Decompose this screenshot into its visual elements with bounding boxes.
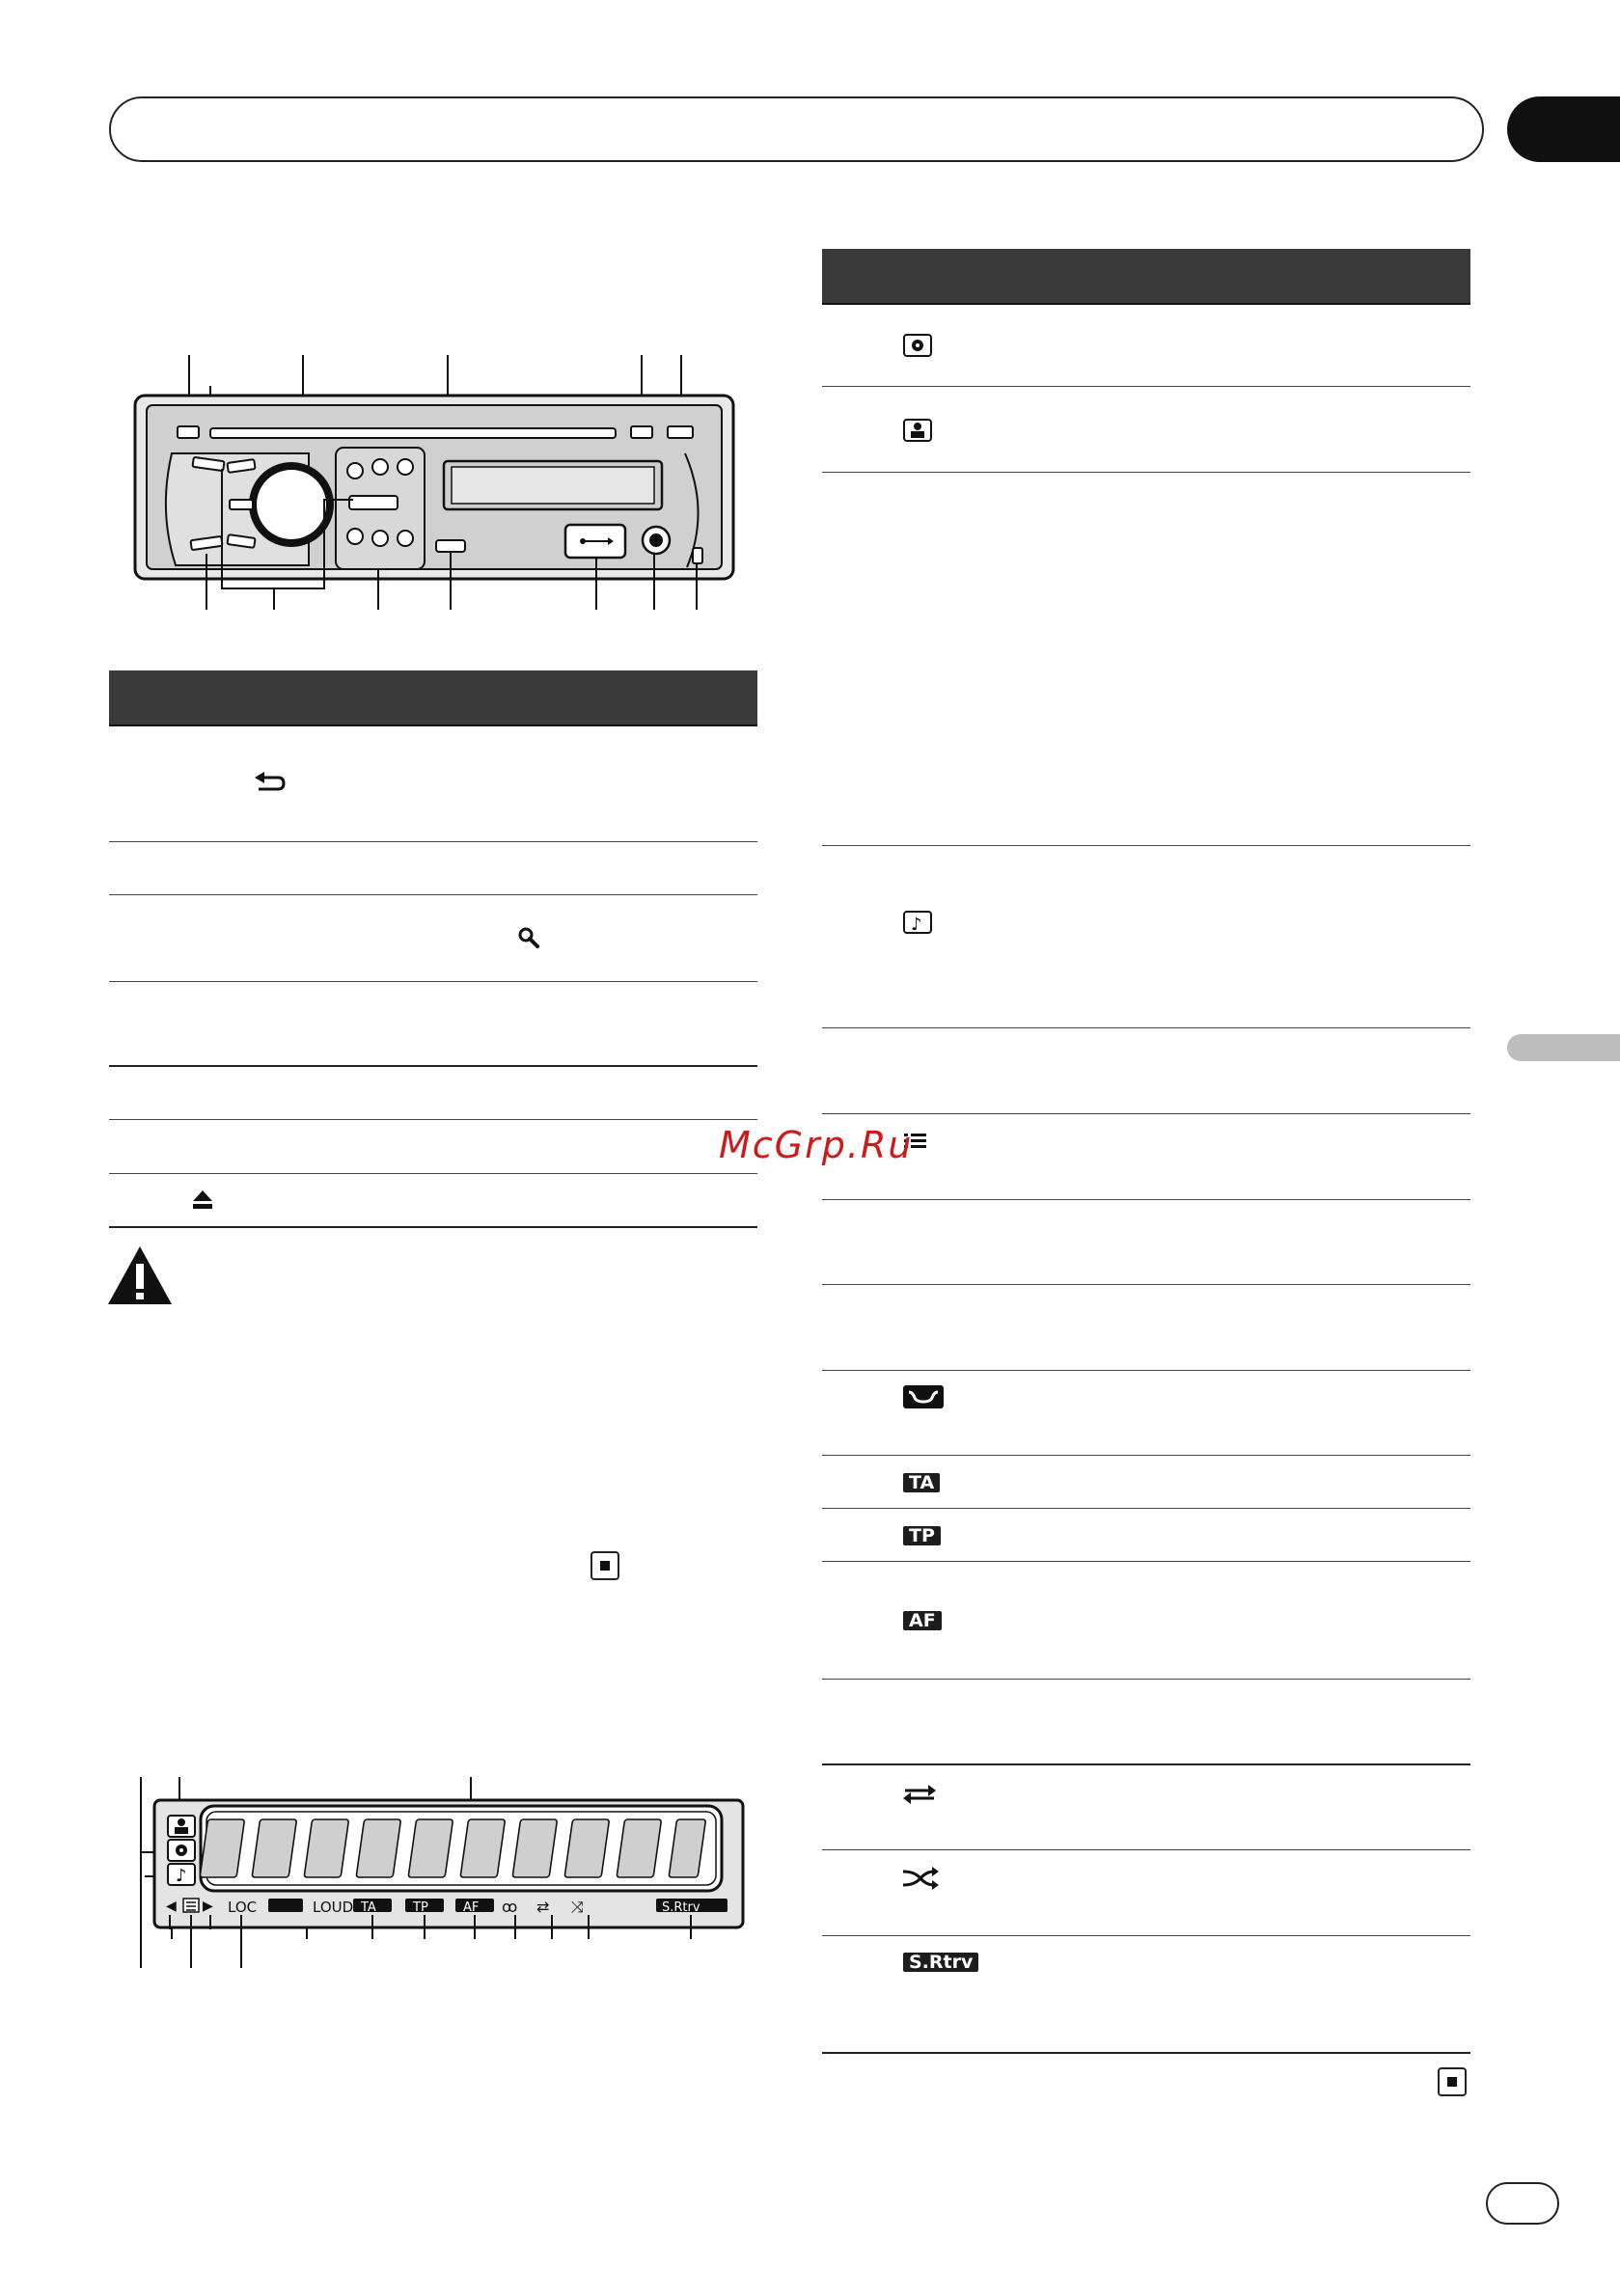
page-number-oval — [1486, 2182, 1559, 2225]
end-of-section-icon — [590, 1551, 619, 1580]
right-table-row-divider — [822, 1849, 1470, 1850]
right-table-row-divider — [822, 1763, 1470, 1765]
disc-icon — [168, 1840, 195, 1861]
header-bar — [109, 96, 1484, 162]
right-table-row-divider — [822, 1113, 1470, 1114]
right-table-row-divider — [822, 386, 1470, 387]
end-of-section-icon — [1438, 2067, 1467, 2096]
sretrv-indicator: S.Rtrv — [662, 1900, 700, 1915]
right-table-bottom-rule — [822, 2052, 1470, 2054]
random-icon: ⤨ — [571, 1898, 584, 1916]
loc-indicator: LOC — [228, 1899, 258, 1916]
sretrv-badge: S.Rtrv — [903, 1953, 978, 1972]
ta-indicator: TA — [361, 1900, 376, 1915]
af-badge: AF — [903, 1611, 942, 1630]
right-table-row-divider — [822, 1284, 1470, 1285]
stereo-icon: ꝏ — [502, 1898, 518, 1916]
left-table-header — [109, 670, 757, 726]
left-table-bottom-rule — [109, 1226, 757, 1228]
head-unit-illustration — [125, 347, 743, 613]
caution-triangle-icon — [106, 1244, 174, 1306]
left-table-row-divider — [109, 981, 757, 982]
af-indicator: AF — [463, 1900, 480, 1915]
right-table-row-divider — [822, 845, 1470, 846]
sound-retriever-icon — [903, 1385, 944, 1408]
repeat-icon: ⇄ — [536, 1898, 550, 1916]
eject-icon — [191, 1189, 214, 1212]
right-table-row-divider — [822, 1199, 1470, 1200]
display-illustration — [135, 1775, 753, 1973]
loud-indicator: LOUD — [313, 1899, 354, 1916]
tp-indicator: TP — [413, 1900, 428, 1915]
list-icon — [183, 1899, 199, 1912]
ta-badge: TA — [903, 1473, 940, 1492]
svg-text:◀: ◀ — [166, 1899, 177, 1914]
svg-text:▶: ▶ — [203, 1899, 213, 1914]
right-table-row-divider — [822, 1370, 1470, 1371]
left-table-row-divider — [109, 1119, 757, 1120]
left-table-row-divider — [109, 1173, 757, 1174]
right-table-row-divider — [822, 1679, 1470, 1680]
left-table-row-divider — [109, 841, 757, 842]
right-table-row-divider — [822, 1455, 1470, 1456]
sound-retriever-icon — [268, 1899, 303, 1912]
search-icon — [517, 926, 540, 949]
disc-icon — [903, 334, 932, 357]
music-note-icon — [168, 1864, 195, 1886]
left-table-row-divider — [109, 1065, 757, 1067]
svg-text:♪: ♪ — [911, 915, 922, 934]
repeat-icon — [901, 1781, 938, 1806]
svg-text:♪: ♪ — [176, 1866, 187, 1886]
section-side-tab — [1507, 1034, 1620, 1061]
right-table-row-divider — [822, 1027, 1470, 1028]
right-table-row-divider — [822, 472, 1470, 473]
chapter-tab — [1507, 96, 1620, 162]
artist-icon — [903, 419, 932, 442]
tp-badge: TP — [903, 1526, 941, 1545]
right-table-row-divider — [822, 1508, 1470, 1509]
back-arrow-icon — [253, 772, 288, 797]
right-table-header — [822, 249, 1470, 305]
left-table-row-divider — [109, 894, 757, 895]
music-note-icon — [903, 911, 932, 934]
random-icon — [901, 1866, 940, 1891]
watermark: McGrp.Ru — [719, 1124, 914, 1166]
right-table-row-divider — [822, 1935, 1470, 1936]
right-table-row-divider — [822, 1561, 1470, 1562]
artist-icon — [168, 1816, 195, 1837]
